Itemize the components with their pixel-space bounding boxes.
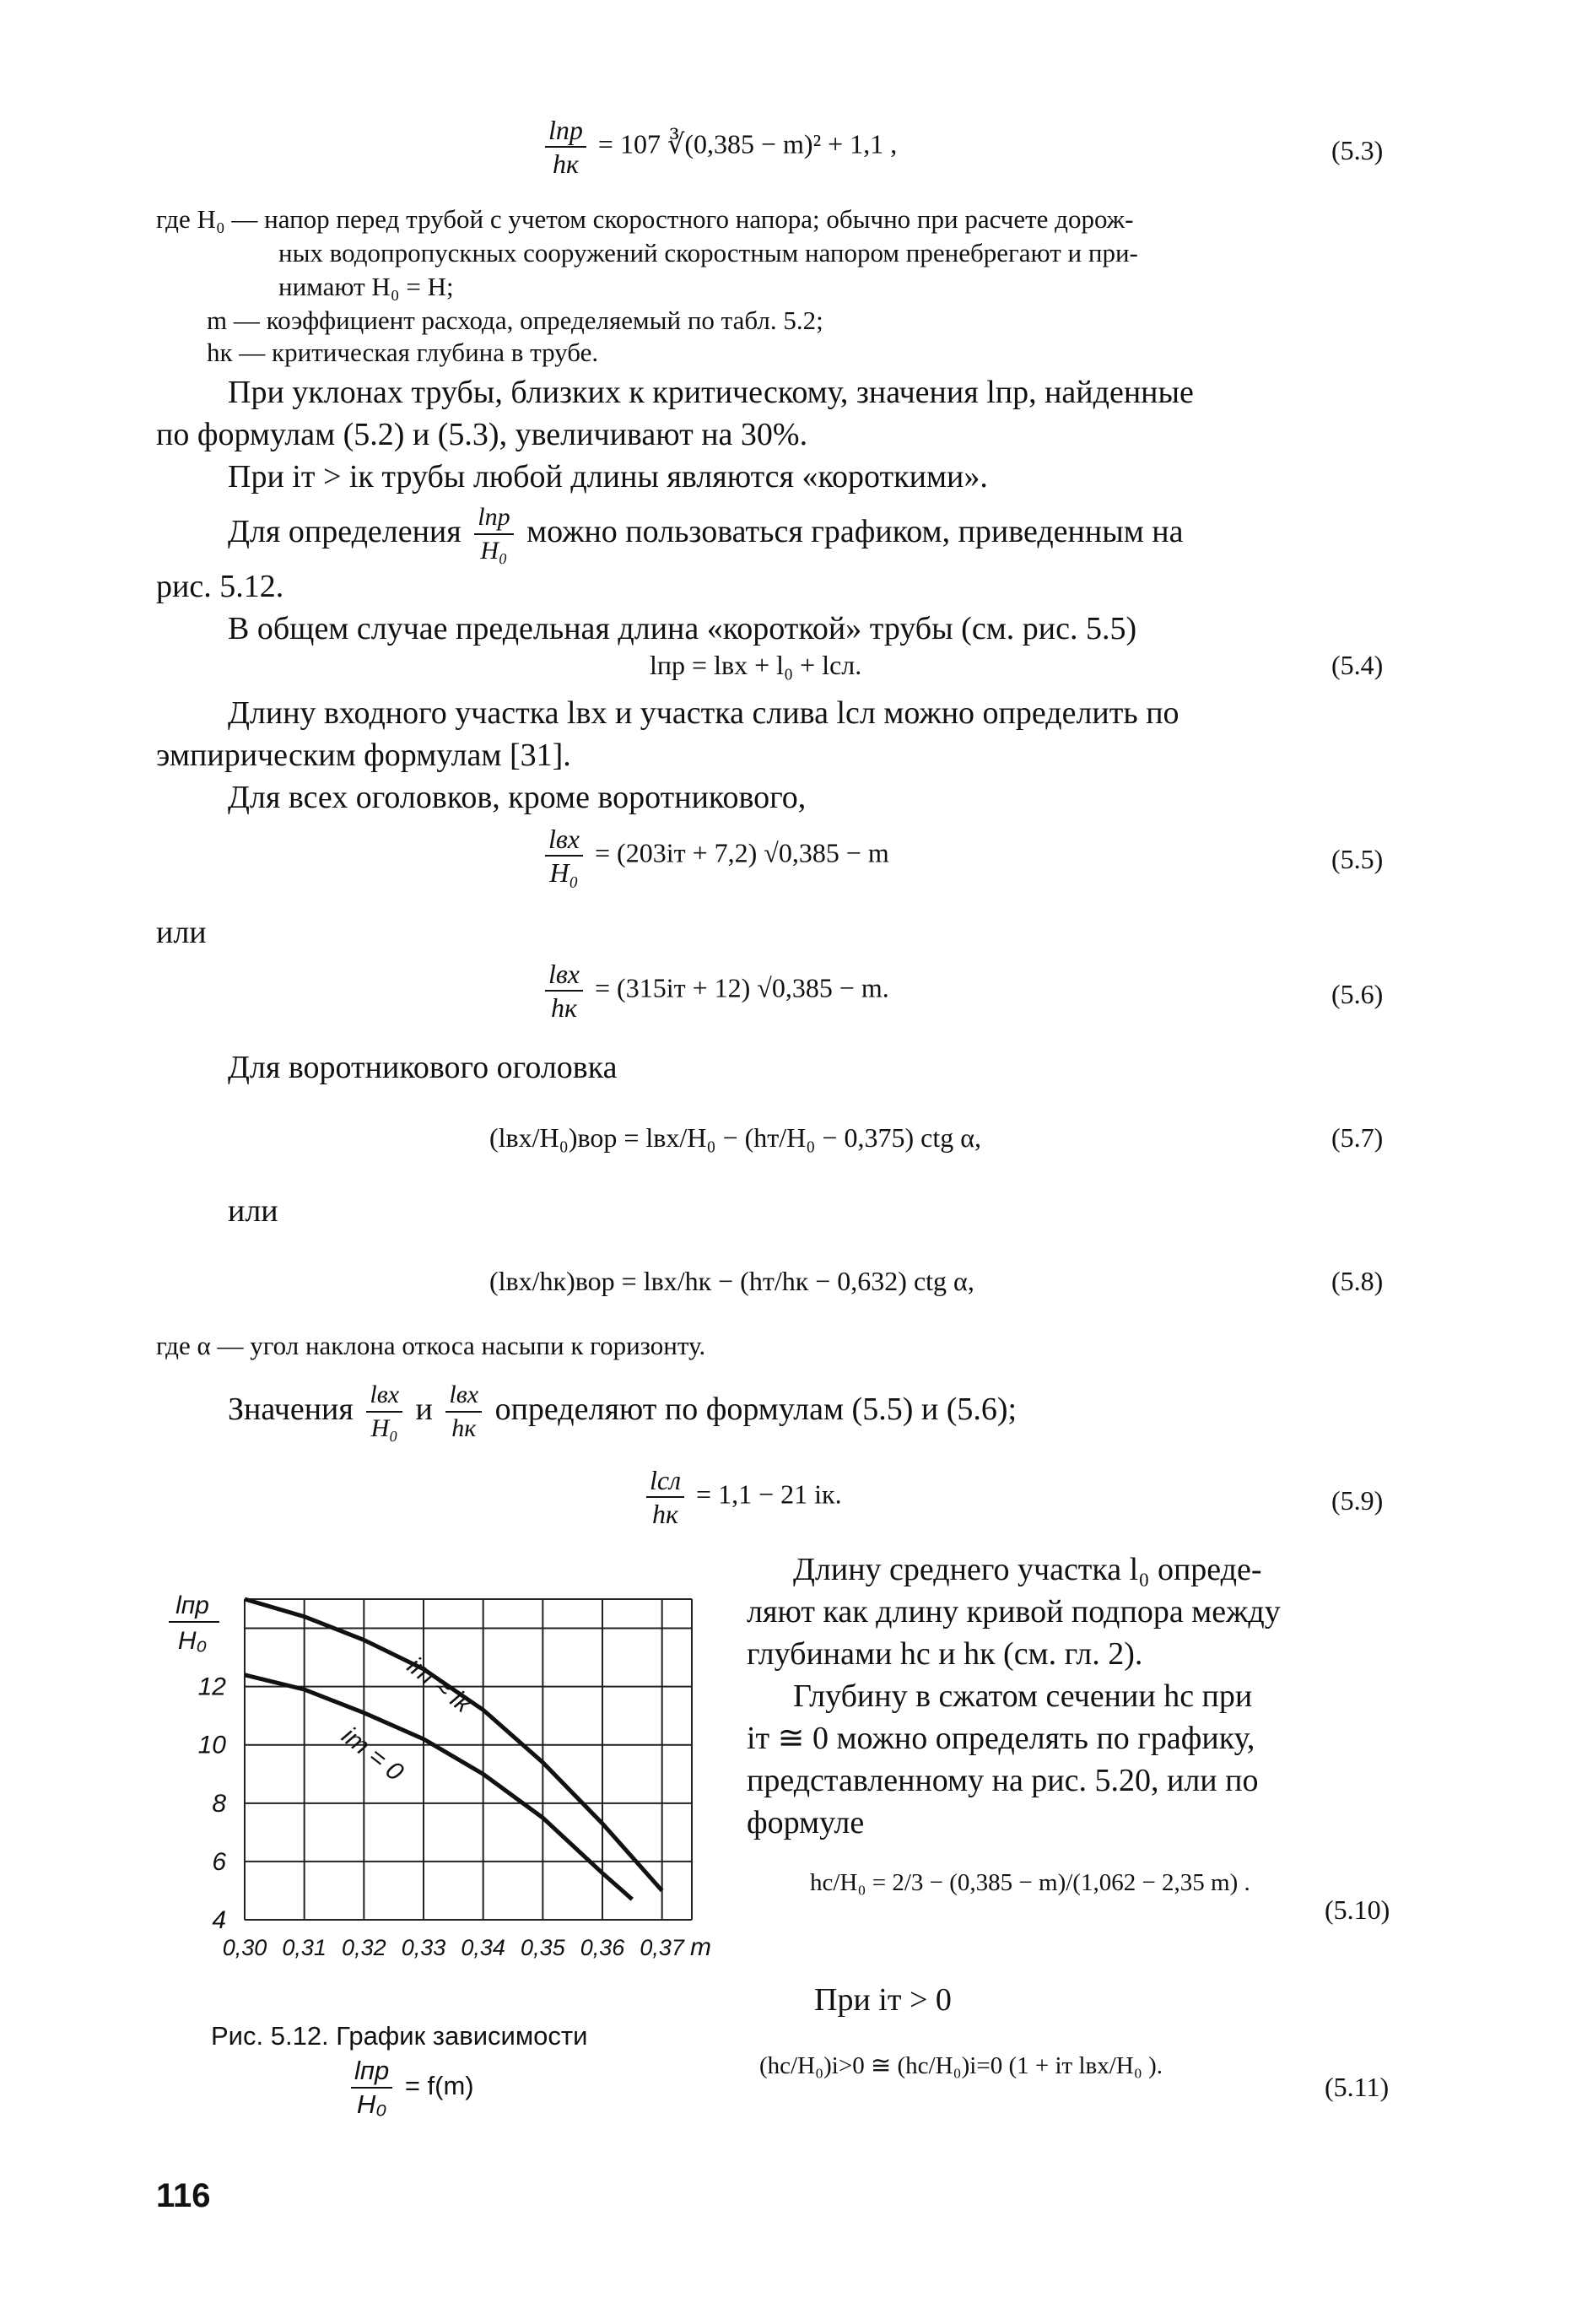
figure-caption-line1: Рис. 5.12. График зависимости [211,2021,588,2051]
fraction [545,114,586,180]
equation-rhs: = (315iт + 12) √0,385 − m. [594,972,889,1003]
x-tick-label: 0,36 [580,1935,625,1960]
fraction [351,2055,392,2121]
fraction [445,1379,482,1445]
paragraph-line: Для всех оголовков, кроме воротникового, [228,780,807,815]
x-tick-label: 0,32 [342,1935,386,1960]
where-line-4: m — коэффициент расхода, определяемый по табл. 5.2; [207,305,823,335]
equation-number: (5.4) [1331,650,1384,680]
frac-numerator: lвх [445,1379,482,1413]
equation-number: (5.5) [1331,844,1384,874]
frac-denominator: hк [552,149,579,179]
equation-5-10: hс/H₀ = 2/3 − (0,385 − m)/(1,062 − 2,35 m) . [810,1869,1250,1896]
equation-number: (5.7) [1331,1122,1384,1153]
paragraph-line [228,1375,1017,1445]
chart-5-12 [152,1586,709,1992]
text-span: и [415,1392,433,1427]
frac-numerator: lпр [351,2055,392,2089]
y-tick-label: 6 [212,1847,226,1876]
frac-denominator: H₀ [370,1414,398,1443]
y-tick-label: 8 [212,1789,226,1818]
equation-5-4: lпр = lвх + l₀ + lсл. [650,650,862,680]
paragraph-line: В общем случае предельная длина «короткой» трубы (см. рис. 5.5) [228,611,1137,646]
series-label: iт = 0 [336,1721,409,1787]
pri-it: При iт > 0 [814,1982,952,2018]
frac-denominator: hк [551,992,577,1023]
where-line-1: где H₀ — напор перед трубой с учетом скоростного напора; обычно при расчете дорож- [156,204,1134,234]
equation-5-7: (lвх/H₀)вор = lвх/H₀ − (hт/H₀ − 0,375) ctg α, [489,1122,981,1153]
x-tick-label: 0,34 [461,1935,505,1960]
right-col-line: ляют как длину кривой подпора между [747,1594,1281,1630]
text-span: Для определения [228,514,462,549]
frac-denominator: H₀ [356,2089,387,2119]
y-axis-label-numerator: lпр [175,1592,209,1619]
fraction [545,823,583,889]
equation-number: (5.6) [1331,979,1384,1009]
equation-5-11: (hс/H₀)i>0 ≅ (hс/H₀)i=0 (1 + iт lвх/H₀ ). [759,2052,1163,2079]
y-tick-label: 12 [197,1673,226,1701]
equation-number: (5.8) [1331,1266,1384,1296]
x-tick-label: 0,33 [401,1935,446,1960]
x-tick-label: 0,31 [282,1935,327,1960]
equation-rhs: = 107 ∛(0,385 − m)² + 1,1 , [597,128,898,159]
frac-numerator: lвх [545,958,583,992]
y-tick-label: 4 [212,1906,226,1934]
fraction [366,1379,402,1445]
text-span: Значения [228,1392,354,1427]
equation-number: (5.11) [1325,2072,1390,2102]
equation-5-9 [641,1464,842,1530]
equation-5-8: (lвх/hк)вор = lвх/hк − (hт/hк − 0,632) ctg α, [489,1266,974,1296]
paragraph-line: Длину входного участка lвх и участка слива lсл можно определить по [228,695,1179,731]
frac-denominator: hк [451,1414,477,1443]
equation-rhs: = (203iт + 7,2) √0,385 − m [594,837,889,868]
equation-number: (5.10) [1325,1894,1390,1925]
x-tick-label: 0,35 [521,1935,565,1960]
where-line-2: ных водопропускных сооружений скоростным напором пренебрегают и при- [278,238,1138,268]
paragraph-line: При iт > iк трубы любой длины являются «короткими». [228,459,988,495]
paragraph-line [228,498,1183,567]
frac-numerator: lпр [474,501,513,535]
right-col-line: iт ≅ 0 можно определять по графику, [747,1721,1255,1756]
right-col-line: Длину среднего участка l₀ опреде- [793,1552,1262,1587]
figure-caption-formula [346,2055,474,2121]
paragraph-line: При уклонах трубы, близких к критическому, значения lпр, найденные [228,375,1194,410]
right-col-line: глубинами hс и hк (см. гл. 2). [747,1636,1143,1672]
x-axis-label: m [690,1933,711,1961]
paragraph-line: Для воротникового оголовка [228,1050,618,1085]
fraction [545,958,583,1024]
ili-word: или [228,1193,278,1229]
right-col-line: формуле [747,1805,865,1840]
frac-numerator: lсл [646,1464,684,1498]
where-line-3: нимают H₀ = H; [278,272,454,301]
where-line-5: hк — критическая глубина в трубе. [207,338,599,367]
where-alpha: где α — угол наклона откоса насыпи к горизонту. [156,1331,706,1360]
ili-word: или [156,915,207,950]
y-tick-label: 10 [197,1731,226,1759]
y-axis-label-denominator: H₀ [177,1627,208,1655]
frac-numerator: lвх [366,1379,402,1413]
series-line [245,1675,632,1900]
right-col-line: Глубину в сжатом сечении hс при [793,1678,1253,1714]
caption-rhs: = f(m) [404,2071,474,2101]
fraction [646,1464,684,1530]
equation-number: (5.3) [1331,135,1384,165]
paragraph-line: рис. 5.12. [156,569,284,604]
fraction [474,501,513,567]
paragraph-line: по формулам (5.2) и (5.3), увеличивают на 30%. [156,417,808,452]
frac-numerator: lвх [545,823,583,857]
frac-denominator: H₀ [480,537,508,565]
frac-denominator: H₀ [549,857,579,888]
equation-number: (5.9) [1331,1485,1384,1516]
equation-5-3 [540,114,897,180]
series-label: iт ≈ iк [402,1651,477,1719]
right-col-line: представленному на рис. 5.20, или по [747,1763,1259,1798]
equation-5-6 [540,958,889,1024]
x-tick-label: 0,30 [222,1935,267,1960]
equation-5-5 [540,823,889,889]
text-span: можно пользоваться графиком, приведенным на [526,514,1184,549]
text-span: определяют по формулам (5.5) и (5.6); [494,1392,1018,1427]
frac-numerator: lпр [545,114,586,148]
page-number: 116 [156,2177,211,2214]
x-tick-label: 0,37 [640,1935,684,1960]
frac-denominator: hк [652,1499,678,1529]
paragraph-line: эмпирическим формулам [31]. [156,738,571,773]
equation-rhs: = 1,1 − 21 iк. [696,1478,842,1510]
